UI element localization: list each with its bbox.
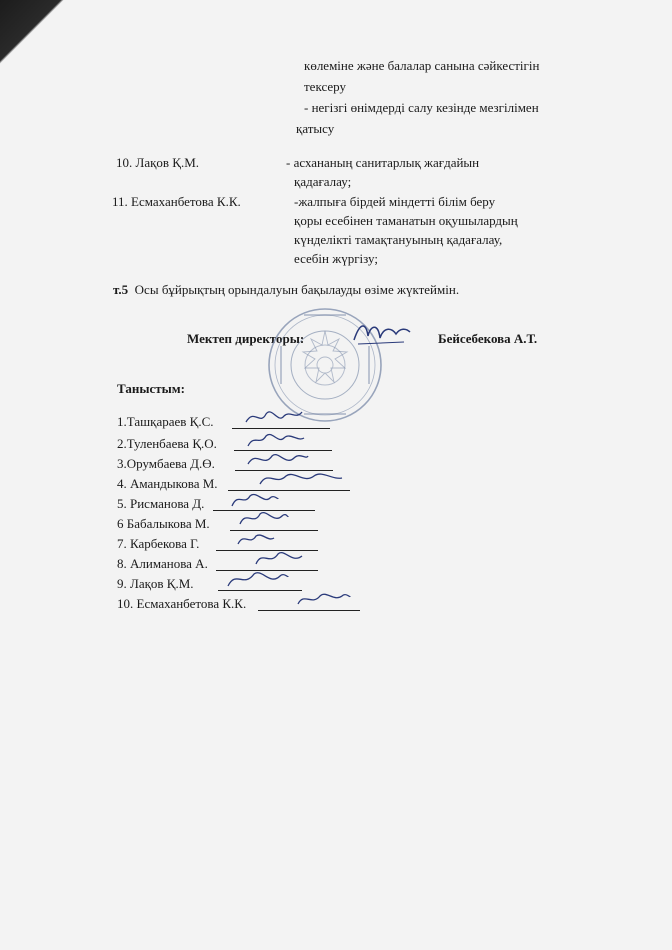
director-title: Мектеп директоры: — [187, 331, 305, 346]
item-10-name: 10. Лақов Қ.М. — [116, 155, 200, 170]
acq-person-5: 5. Рисманова Д. — [117, 496, 205, 511]
scan-corner-shadow — [0, 0, 80, 80]
clause-5 — [113, 282, 459, 298]
acq-person-3: 3.Орумбаева Д.Ө. — [117, 456, 215, 471]
item-11-line-1: -жалпыға бірдей міндетті білім беру — [294, 194, 496, 209]
signature-9 — [226, 566, 290, 592]
signature-10 — [296, 586, 352, 612]
director-name: Бейсебекова А.Т. — [438, 331, 538, 346]
acquainted-heading: Таныстым: — [117, 381, 185, 396]
acq-person-4: 4. Амандыкова М. — [117, 476, 218, 491]
clause-5-text: Осы бұйрықтың орындалуын бақылауды өзіме жүктеймін. — [134, 282, 460, 297]
item-11-line-3: күнделікті тамақтануының қадағалау, — [294, 232, 503, 247]
director-signature — [352, 318, 412, 348]
top-line-4: қатысу — [296, 121, 335, 136]
acq-person-1: 1.Ташқараев Қ.С. — [117, 414, 214, 429]
signature-1 — [244, 404, 304, 430]
acq-person-6: 6 Бабалыкова М. — [117, 516, 210, 531]
item-10-line-1: - асхананың санитарлық жағдайын — [286, 155, 480, 170]
acq-person-7: 7. Карбекова Г. — [117, 536, 200, 551]
top-line-1: көлеміне және балалар санына сәйкестігін — [304, 58, 540, 73]
acq-person-8: 8. Алиманова А. — [117, 556, 208, 571]
top-line-2: тексеру — [304, 79, 346, 94]
acq-person-9: 9. Лақов Қ.М. — [117, 576, 194, 591]
acq-person-10: 10. Есмаханбетова К.К. — [117, 596, 247, 611]
item-11-line-2: қоры есебінен таманатын оқушылардың — [294, 213, 518, 228]
clause-5-number: т.5 — [113, 282, 129, 297]
item-11-name: 11. Есмаханбетова К.К. — [112, 194, 241, 209]
top-line-3: - негізгі өнімдерді салу кезінде мезгілімен — [304, 100, 539, 115]
item-10-line-2: қадағалау; — [294, 174, 352, 189]
acq-person-2: 2.Туленбаева Қ.О. — [117, 436, 217, 451]
item-11-line-4: есебін жүргізу; — [294, 251, 378, 266]
